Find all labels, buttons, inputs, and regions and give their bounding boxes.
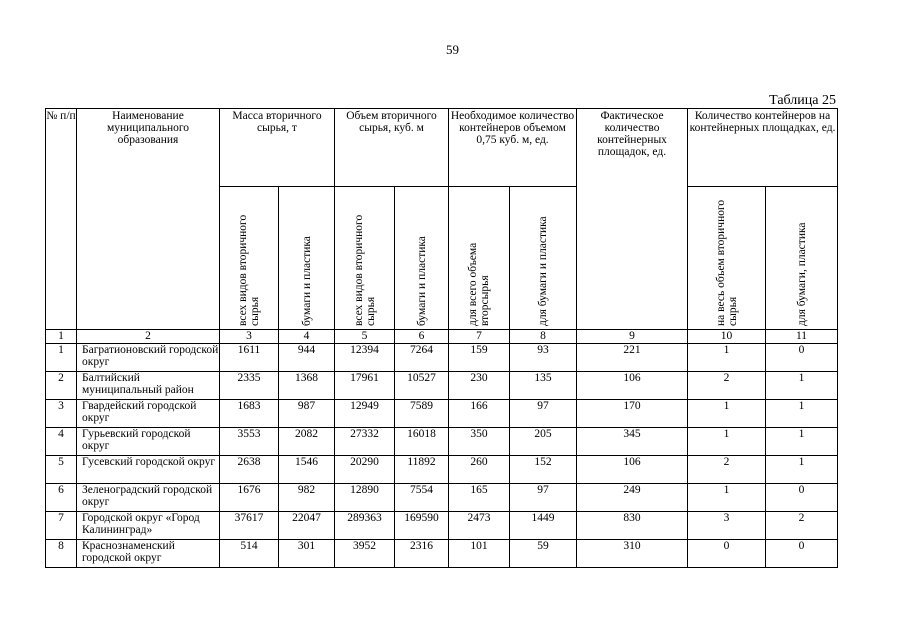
column-number: 9: [577, 330, 688, 344]
cell-containers-all: 1: [688, 428, 766, 456]
cell-sites: 221: [577, 344, 688, 372]
cell-mass-all: 3553: [220, 428, 279, 456]
cell-needed-all: 230: [449, 372, 510, 400]
cell-volume-all: 12394: [335, 344, 395, 372]
cell-mass-all: 1676: [220, 484, 279, 512]
cell-sites: 249: [577, 484, 688, 512]
cell-mass-all: 1683: [220, 400, 279, 428]
cell-volume-all: 17961: [335, 372, 395, 400]
column-number: 11: [766, 330, 838, 344]
cell-volume-paper: 7589: [395, 400, 449, 428]
municipality-name: Городской округ «Город Калининград»: [77, 512, 220, 540]
cell-mass-paper: 987: [279, 400, 335, 428]
table-caption: Таблица 25: [769, 93, 836, 108]
cell-mass-all: 1611: [220, 344, 279, 372]
cell-mass-paper: 2082: [279, 428, 335, 456]
municipality-name: Зеленоградский городской округ: [77, 484, 220, 512]
municipality-name: Гвардейский городской округ: [77, 400, 220, 428]
cell-needed-paper: 97: [510, 484, 577, 512]
cell-sites: 345: [577, 428, 688, 456]
row-number: 7: [46, 512, 77, 540]
subheader-volume-paper: бумаги и пластика: [395, 187, 449, 330]
cell-mass-paper: 1368: [279, 372, 335, 400]
table-row: [46, 400, 838, 428]
header-name: Наименование муниципального образования: [77, 109, 220, 330]
column-number: 2: [77, 330, 220, 344]
cell-containers-paper: 0: [766, 540, 838, 568]
cell-needed-paper: 135: [510, 372, 577, 400]
cell-volume-all: 12949: [335, 400, 395, 428]
column-number: 1: [46, 330, 77, 344]
subheader-mass-paper: бумаги и пластика: [279, 187, 335, 330]
cell-sites: 106: [577, 456, 688, 484]
cell-sites: 310: [577, 540, 688, 568]
cell-volume-paper: 169590: [395, 512, 449, 540]
cell-containers-paper: 2: [766, 512, 838, 540]
row-number: 8: [46, 540, 77, 568]
cell-mass-all: 2638: [220, 456, 279, 484]
cell-mass-paper: 22047: [279, 512, 335, 540]
cell-needed-paper: 93: [510, 344, 577, 372]
municipality-name: Балтийский муниципальный район: [77, 372, 220, 400]
subheader-mass-all: всех видов вторичного сырья: [220, 187, 279, 330]
table-row: [46, 428, 838, 456]
cell-needed-paper: 205: [510, 428, 577, 456]
cell-mass-all: 37617: [220, 512, 279, 540]
cell-sites: 106: [577, 372, 688, 400]
cell-volume-paper: 11892: [395, 456, 449, 484]
cell-needed-all: 2473: [449, 512, 510, 540]
subheader-containers-all: на весь объем вторичного сырья: [688, 187, 766, 330]
cell-needed-paper: 97: [510, 400, 577, 428]
cell-containers-paper: 1: [766, 428, 838, 456]
cell-containers-paper: 0: [766, 344, 838, 372]
cell-volume-paper: 7554: [395, 484, 449, 512]
cell-containers-all: 1: [688, 400, 766, 428]
column-number: 4: [279, 330, 335, 344]
cell-containers-paper: 1: [766, 372, 838, 400]
cell-needed-paper: 1449: [510, 512, 577, 540]
cell-volume-all: 3952: [335, 540, 395, 568]
cell-volume-paper: 16018: [395, 428, 449, 456]
row-number: 5: [46, 456, 77, 484]
cell-containers-paper: 1: [766, 400, 838, 428]
column-number: 10: [688, 330, 766, 344]
table-row: [46, 456, 838, 484]
municipality-name: Гурьевский городской округ: [77, 428, 220, 456]
cell-mass-all: 2335: [220, 372, 279, 400]
cell-volume-paper: 2316: [395, 540, 449, 568]
cell-needed-all: 260: [449, 456, 510, 484]
row-number: 6: [46, 484, 77, 512]
subheader-volume-all: всех видов вторичного сырья: [335, 187, 395, 330]
subheader-needed-paper: для бумаги и пластика: [510, 187, 577, 330]
cell-mass-paper: 301: [279, 540, 335, 568]
header-needed-containers: Необходимое количество контейнеров объемом 0,75 куб. м, ед.: [449, 109, 577, 187]
header-containers: Количество контейнеров на контейнерных площадках, ед.: [688, 109, 838, 187]
cell-containers-all: 2: [688, 372, 766, 400]
subheader-needed-all: для всего объема вторсырья: [449, 187, 510, 330]
cell-containers-all: 0: [688, 540, 766, 568]
column-number: 5: [335, 330, 395, 344]
column-number: 7: [449, 330, 510, 344]
cell-needed-paper: 152: [510, 456, 577, 484]
cell-needed-paper: 59: [510, 540, 577, 568]
cell-needed-all: 165: [449, 484, 510, 512]
cell-sites: 170: [577, 400, 688, 428]
header-volume: Объем вторичного сырья, куб. м: [335, 109, 449, 187]
table-row: [46, 484, 838, 512]
row-number: 2: [46, 372, 77, 400]
cell-mass-paper: 1546: [279, 456, 335, 484]
cell-volume-paper: 7264: [395, 344, 449, 372]
cell-containers-all: 2: [688, 456, 766, 484]
cell-volume-all: 20290: [335, 456, 395, 484]
cell-needed-all: 101: [449, 540, 510, 568]
cell-volume-all: 27332: [335, 428, 395, 456]
municipality-name: Гусевский городской округ: [77, 456, 220, 484]
cell-volume-paper: 10527: [395, 372, 449, 400]
cell-containers-all: 1: [688, 344, 766, 372]
cell-volume-all: 12890: [335, 484, 395, 512]
municipality-name: Краснознаменский городской округ: [77, 540, 220, 568]
cell-mass-paper: 944: [279, 344, 335, 372]
table-row: [46, 344, 838, 372]
cell-sites: 830: [577, 512, 688, 540]
cell-mass-paper: 982: [279, 484, 335, 512]
table-row: [46, 372, 838, 400]
cell-mass-all: 514: [220, 540, 279, 568]
row-number: 4: [46, 428, 77, 456]
cell-containers-paper: 1: [766, 456, 838, 484]
column-number: 6: [395, 330, 449, 344]
data-table: [45, 108, 838, 568]
header-no: № п/п: [46, 109, 77, 330]
column-numbers-row: [46, 330, 838, 344]
header-sites: Фактическое количество контейнерных площадок, ед.: [577, 109, 688, 330]
cell-needed-all: 350: [449, 428, 510, 456]
cell-containers-all: 3: [688, 512, 766, 540]
column-number: 8: [510, 330, 577, 344]
page-number: 59: [446, 42, 459, 57]
cell-needed-all: 159: [449, 344, 510, 372]
row-number: 1: [46, 344, 77, 372]
subheader-containers-paper: для бумаги, пластика: [766, 187, 838, 330]
header-mass: Масса вторичного сырья, т: [220, 109, 335, 187]
cell-needed-all: 166: [449, 400, 510, 428]
cell-containers-all: 1: [688, 484, 766, 512]
column-number: 3: [220, 330, 279, 344]
cell-containers-paper: 0: [766, 484, 838, 512]
municipality-name: Багратионовский городской округ: [77, 344, 220, 372]
row-number: 3: [46, 400, 77, 428]
table-row: [46, 540, 838, 568]
cell-volume-all: 289363: [335, 512, 395, 540]
table-row: [46, 512, 838, 540]
